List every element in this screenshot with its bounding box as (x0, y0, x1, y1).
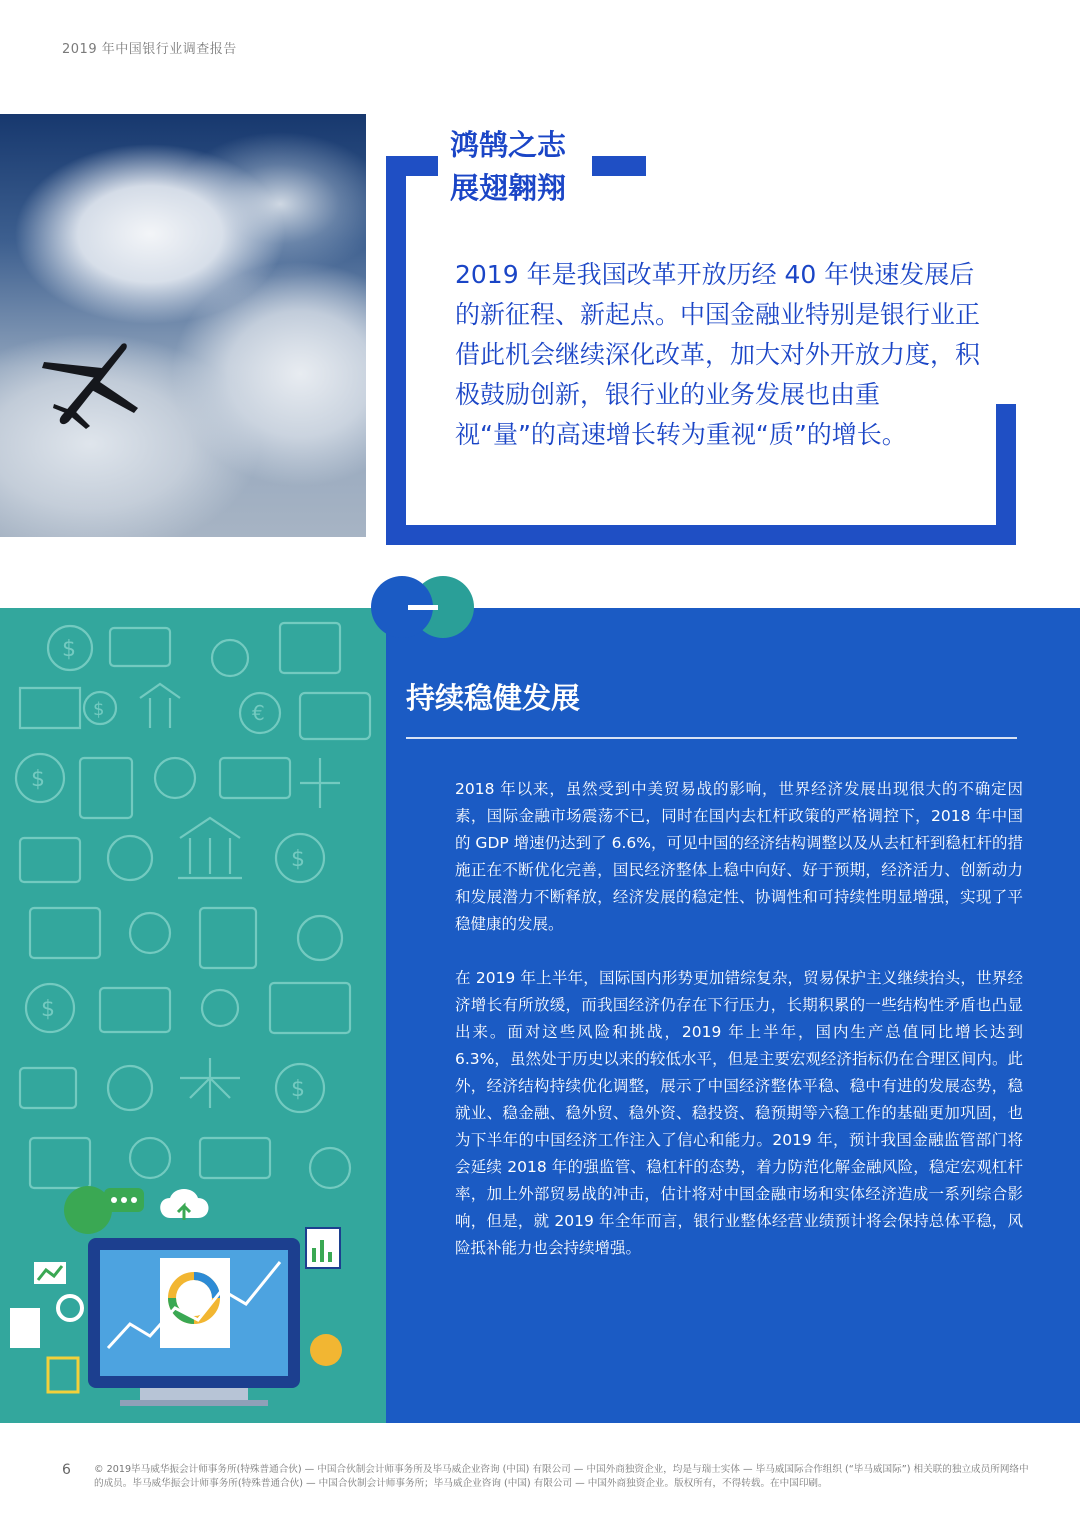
quote-frame-left-bar (386, 156, 406, 545)
hero-quote: 2019 年是我国改革开放历经 40 年快速发展后的新征程、新起点。中国金融业特别是银行业正借此机会继续深化改革，加大对外开放力度，积极鼓励创新，银行业的业务发展也由重视“量”的高速增长转为重视“质”的增长。 (455, 260, 981, 449)
svg-text:$: $ (291, 847, 305, 872)
svg-text:$: $ (62, 637, 76, 662)
svg-text:$: $ (41, 997, 55, 1022)
svg-text:$: $ (93, 699, 105, 720)
section-badge-dash (408, 605, 438, 610)
airplane-icon (42, 342, 142, 432)
section-divider (406, 737, 1017, 739)
report-header-title: 2019 年中国银行业调查报告 (62, 42, 237, 57)
sky-airplane-photo (0, 114, 366, 537)
section-paragraph-1: 2018 年以来，虽然受到中美贸易战的影响，世界经济发展出现很大的不确定因素，国际金融市场震荡不已，同时在国内去杠杆政策的严格调控下，2018 年中国的 GDP 增速仍达到了 6.6%，可见中国的经济结构调整以及从去杠杆到稳杠杆的措施正在不断优化完善，国民经济整体上稳中向好、好于预期，经济活力、创新动力和发展潜力不断释放，经济发展的稳定性、协调性和可持续性明显增强，实现了平稳健康的发展。 (455, 780, 1023, 933)
hero-heading (450, 124, 566, 210)
quote-frame-top-right-bar (592, 156, 646, 176)
quote-frame-bottom-right-bar (756, 525, 1016, 545)
hero-heading-line2: 展翅翱翔 (450, 171, 567, 205)
quote-frame-bottom-bar (386, 525, 758, 545)
finance-pattern-illustration (0, 608, 386, 1423)
svg-text:$: $ (31, 767, 45, 792)
hero-heading-line1: 鸿鹄之志 (450, 128, 567, 162)
svg-text:$: $ (291, 1077, 305, 1102)
quote-frame-top-left-bar (386, 156, 438, 176)
section-paragraph-2: 在 2019 年上半年，国际国内形势更加错综复杂，贸易保护主义继续抬头，世界经济增长有所放缓，而我国经济仍存在下行压力，长期积累的一些结构性矛盾也凸显出来。面对这些风险和挑战，2019 年上半年，国内生产总值同比增长达到 6.3%，虽然处于历史以来的较低水平，但是主要宏观经济指标仍在合理区间内。此外，经济结构持续优化调整，展示了中国经济整体平稳、稳中有进的发展态势，稳就业、稳金融、稳外贸、稳外资、稳投资、稳预期等六稳工作的基础更加巩固，也为下半年的中国经济工作注入了信心和能力。2019 年，预计我国金融监管部门将会延续 2018 年的强监管、稳杠杆的态势，着力防范化解金融风险，稳定宏观杠杆率，加上外部贸易战的冲击，估计将对中国金融市场和实体经济造成一系列综合影响，但是，就 2019 年全年而言，银行业整体经营业绩预计将会保持总体平稳，风险抵补能力也会持续增强。 (455, 969, 1023, 1257)
quote-frame-right-bar (996, 404, 1016, 545)
page-number: 6 (62, 1462, 71, 1478)
svg-text:€: € (252, 701, 265, 725)
footer-legal-notice: © 2019毕马威华振会计师事务所(特殊普通合伙) — 中国合伙制会计师事务所及毕马威企业咨询 (中国) 有限公司 — 中国外商独资企业，均是与瑞士实体 — 毕马威国际合作组织 (“毕马威国际”) 相关联的独立成员所网络中的成员。毕马威华振会计师事务所(特殊普通合伙) — 中国合伙制会计师事务所；毕马威企业咨询 (中国) 有限公司 — 中国外商独资企业。版权所有，不得转载。在中国印刷。 (94, 1464, 1029, 1489)
section-body (455, 776, 1023, 1289)
section-title: 持续稳健发展 (406, 681, 581, 715)
